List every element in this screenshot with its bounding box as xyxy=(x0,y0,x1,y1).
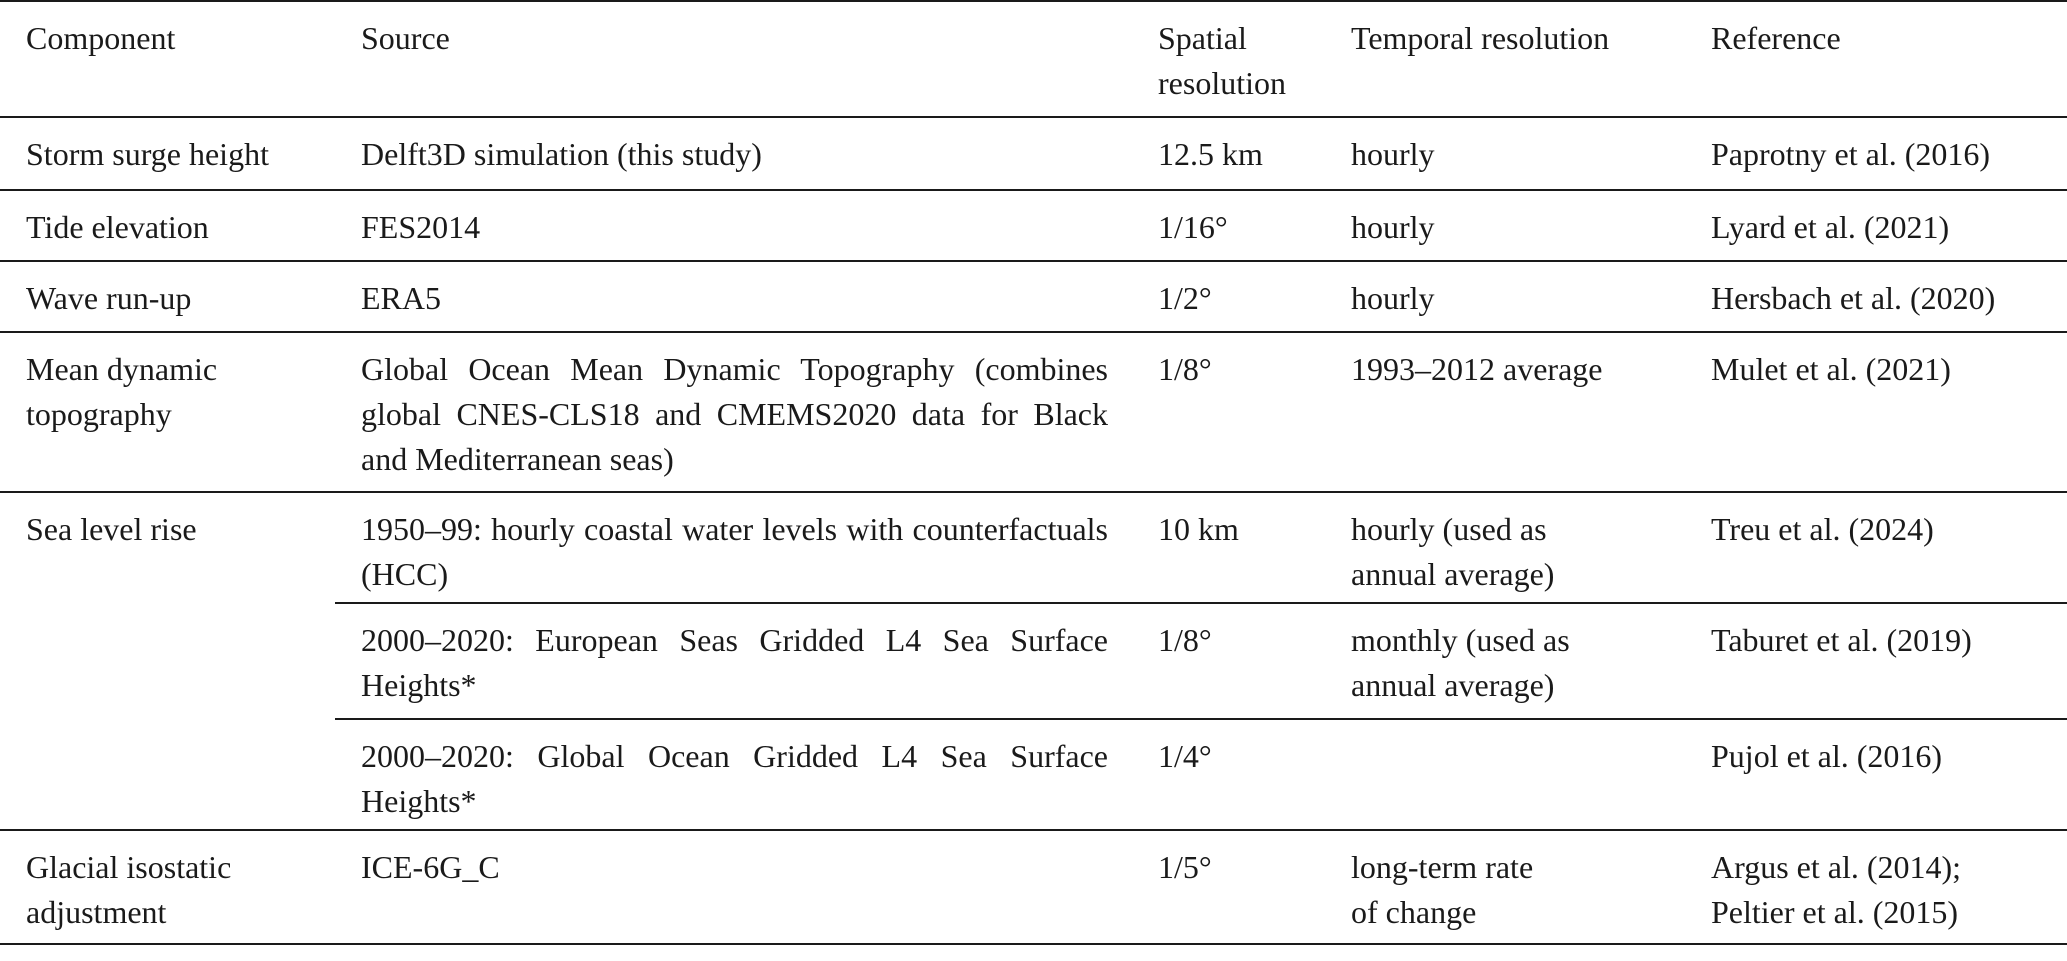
header-row xyxy=(0,1,2067,117)
cell-spatial: 1/8° xyxy=(1158,332,1351,492)
cell-reference: Taburet et al. (2019) xyxy=(1711,603,2067,719)
cell-temporal xyxy=(1351,603,1711,719)
cell-temporal-line2: annual average) xyxy=(1351,556,1555,592)
cell-temporal-line2: of change xyxy=(1351,894,1477,930)
cell-reference: Treu et al. (2024) xyxy=(1711,492,2067,603)
cell-reference-line2: Peltier et al. (2015) xyxy=(1711,894,1959,930)
header-source: Source xyxy=(335,1,1158,117)
table-row xyxy=(0,261,2067,332)
header-temporal-resolution: Temporal resolution xyxy=(1351,1,1711,117)
cell-temporal: 1993–2012 average xyxy=(1351,332,1711,492)
cell-spatial: 12.5 km xyxy=(1158,136,1263,172)
cell-temporal: hourly xyxy=(1351,261,1711,332)
cell-component-line2: adjustment xyxy=(26,894,167,930)
table-row xyxy=(0,117,2067,190)
cell-spatial: 1/2° xyxy=(1158,261,1351,332)
header-spatial-resolution xyxy=(1158,1,1351,117)
cell-temporal xyxy=(1351,830,1711,944)
table-row xyxy=(0,492,2067,603)
cell-source: Delft3D simulation (this study) xyxy=(361,136,762,172)
cell-reference xyxy=(1711,830,2067,944)
header-spatial-line2: resolution xyxy=(1158,65,1286,101)
cell-reference: Pujol et al. (2016) xyxy=(1711,719,2067,830)
table-body xyxy=(0,117,2067,944)
table-header xyxy=(0,1,2067,117)
cell-component xyxy=(0,332,335,492)
header-reference: Reference xyxy=(1711,1,2067,117)
cell-component-line1: Glacial isostatic xyxy=(26,849,232,885)
cell-component: Wave run-up xyxy=(0,261,335,332)
cell-component-line2: topography xyxy=(26,396,172,432)
cell-source: ERA5 xyxy=(335,261,1158,332)
cell-spatial: 1/5° xyxy=(1158,830,1351,944)
cell-temporal-line1: monthly (used as xyxy=(1351,622,1570,658)
cell-component: Tide elevation xyxy=(0,190,335,261)
cell-source: 1950–99: hourly coastal water levels with counterfactuals (HCC) xyxy=(335,492,1158,603)
cell-temporal xyxy=(1351,492,1711,603)
cell-source: ICE-6G_C xyxy=(335,830,1158,944)
header-spatial-line1: Spatial xyxy=(1158,20,1247,56)
table-row xyxy=(0,830,2067,944)
cell-reference: Lyard et al. (2021) xyxy=(1711,190,2067,261)
cell-temporal-line2: annual average) xyxy=(1351,667,1555,703)
cell-temporal-line1: hourly (used as xyxy=(1351,511,1547,547)
cell-temporal: hourly xyxy=(1351,190,1711,261)
cell-source: 2000–2020: Global Ocean Gridded L4 Sea Surface Heights* xyxy=(335,719,1158,830)
cell-temporal: hourly xyxy=(1351,136,1435,172)
header-component: Component xyxy=(0,1,335,117)
cell-spatial: 10 km xyxy=(1158,492,1351,603)
cell-component: Storm surge height xyxy=(26,136,269,172)
cell-reference: Paprotny et al. (2016) xyxy=(1711,136,1991,172)
cell-spatial: 1/4° xyxy=(1158,719,1351,830)
cell-spatial: 1/16° xyxy=(1158,190,1351,261)
cell-source: Global Ocean Mean Dynamic Topography (combines global CNES-CLS18 and CMEMS2020 data for Black and Mediterranean seas) xyxy=(335,332,1158,492)
cell-temporal xyxy=(1351,719,1711,830)
cell-source: FES2014 xyxy=(335,190,1158,261)
table-row xyxy=(0,332,2067,492)
cell-reference: Mulet et al. (2021) xyxy=(1711,332,2067,492)
cell-component xyxy=(0,830,335,944)
cell-temporal-line1: long-term rate xyxy=(1351,849,1534,885)
cell-reference-line1: Argus et al. (2014); xyxy=(1711,849,1962,885)
cell-source: 2000–2020: European Seas Gridded L4 Sea Surface Heights* xyxy=(335,603,1158,719)
cell-spatial: 1/8° xyxy=(1158,603,1351,719)
cell-reference: Hersbach et al. (2020) xyxy=(1711,261,2067,332)
cell-component-line1: Mean dynamic xyxy=(26,351,218,387)
cell-component: Sea level rise xyxy=(0,492,335,830)
table-row xyxy=(0,190,2067,261)
